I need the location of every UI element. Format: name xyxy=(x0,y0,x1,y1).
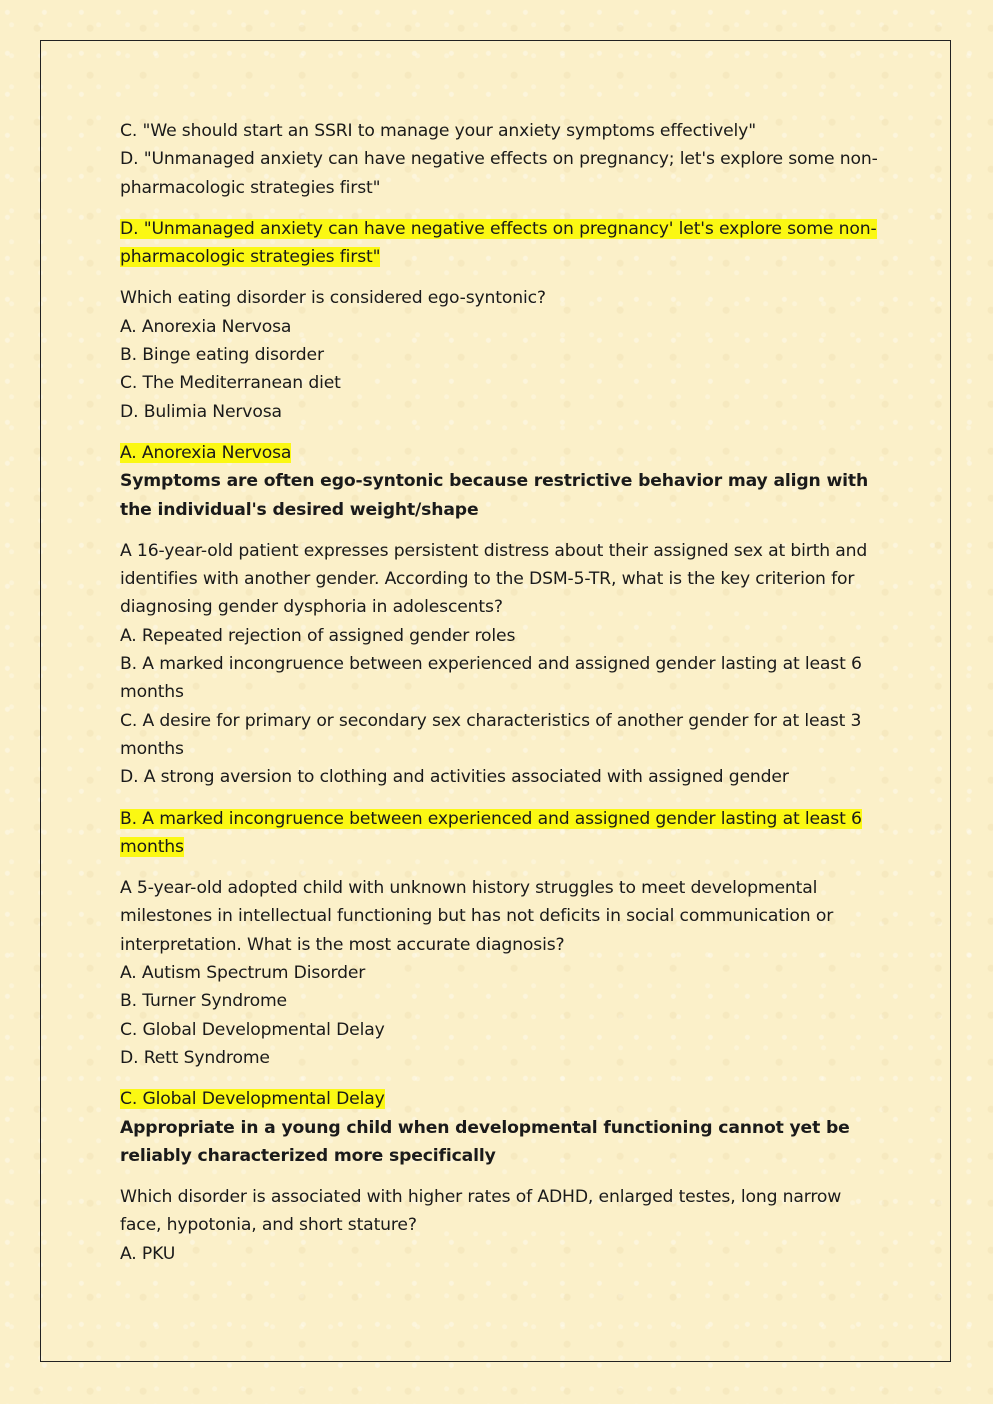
option-a: A. Anorexia Nervosa xyxy=(120,316,292,337)
question-block-prev xyxy=(120,117,880,202)
question-text: Which disorder is associated with higher rates of ADHD, enlarged testes, long narrow face, hypotonia, and short stature? xyxy=(120,1187,842,1236)
option-a: A. Repeated rejection of assigned gender roles xyxy=(120,625,516,646)
rationale-text: Symptoms are often ego-syntonic because restrictive behavior may align with the individual's desired weight/shape xyxy=(120,471,869,520)
question-block-fragile xyxy=(120,1183,880,1268)
option-b: B. Binge eating disorder xyxy=(120,345,324,366)
option-d: D. Bulimia Nervosa xyxy=(120,401,282,422)
option-a: A. PKU xyxy=(120,1243,176,1264)
option-c: C. "We should start an SSRI to manage your anxiety symptoms effectively" xyxy=(120,121,756,141)
document-content xyxy=(120,117,880,1281)
option-b: B. Turner Syndrome xyxy=(120,991,287,1012)
question-block-gender xyxy=(120,537,880,792)
answer-highlight: C. Global Developmental Delay xyxy=(120,1089,385,1110)
option-a: A. Autism Spectrum Disorder xyxy=(120,963,366,984)
answer-block-gender xyxy=(120,805,880,862)
question-block-eating xyxy=(120,284,880,425)
option-b: B. A marked incongruence between experienced and assigned gender lasting at least 6 months xyxy=(120,654,862,703)
answer-highlight: D. "Unmanaged anxiety can have negative effects on pregnancy' let's explore some non-pharmacologic strategies first" xyxy=(120,218,877,268)
answer-highlight: A. Anorexia Nervosa xyxy=(120,442,292,463)
answer-block-prev xyxy=(120,215,880,272)
option-d: D. Rett Syndrome xyxy=(120,1047,270,1068)
answer-highlight: B. A marked incongruence between experienced and assigned gender lasting at least 6 months xyxy=(120,808,862,857)
question-text: A 5-year-old adopted child with unknown history struggles to meet developmental milestones in intellectual functioning but has not deficits in social communication or interpretation. What is the most accurate diagnosis? xyxy=(120,878,834,955)
option-c: C. The Mediterranean diet xyxy=(120,373,341,394)
answer-block-eating xyxy=(120,439,880,524)
question-text: A 16-year-old patient expresses persistent distress about their assigned sex at birth and identifies with another gender. According to the DSM-5-TR, what is the key criterion for diagnosing gender dysphoria in adolescents? xyxy=(120,540,868,618)
option-d: D. "Unmanaged anxiety can have negative effects on pregnancy; let's explore some non-pharmacologic strategies first" xyxy=(120,149,878,198)
option-c: C. Global Developmental Delay xyxy=(120,1019,385,1040)
answer-block-development xyxy=(120,1085,880,1170)
question-block-development xyxy=(120,874,880,1072)
option-d: D. A strong aversion to clothing and activities associated with assigned gender xyxy=(120,767,789,788)
option-c: C. A desire for primary or secondary sex characteristics of another gender for at least 3 months xyxy=(120,710,862,759)
rationale-text: Appropriate in a young child when developmental functioning cannot yet be reliably characterized more specifically xyxy=(120,1117,850,1166)
question-text: Which eating disorder is considered ego-syntonic? xyxy=(120,288,546,309)
